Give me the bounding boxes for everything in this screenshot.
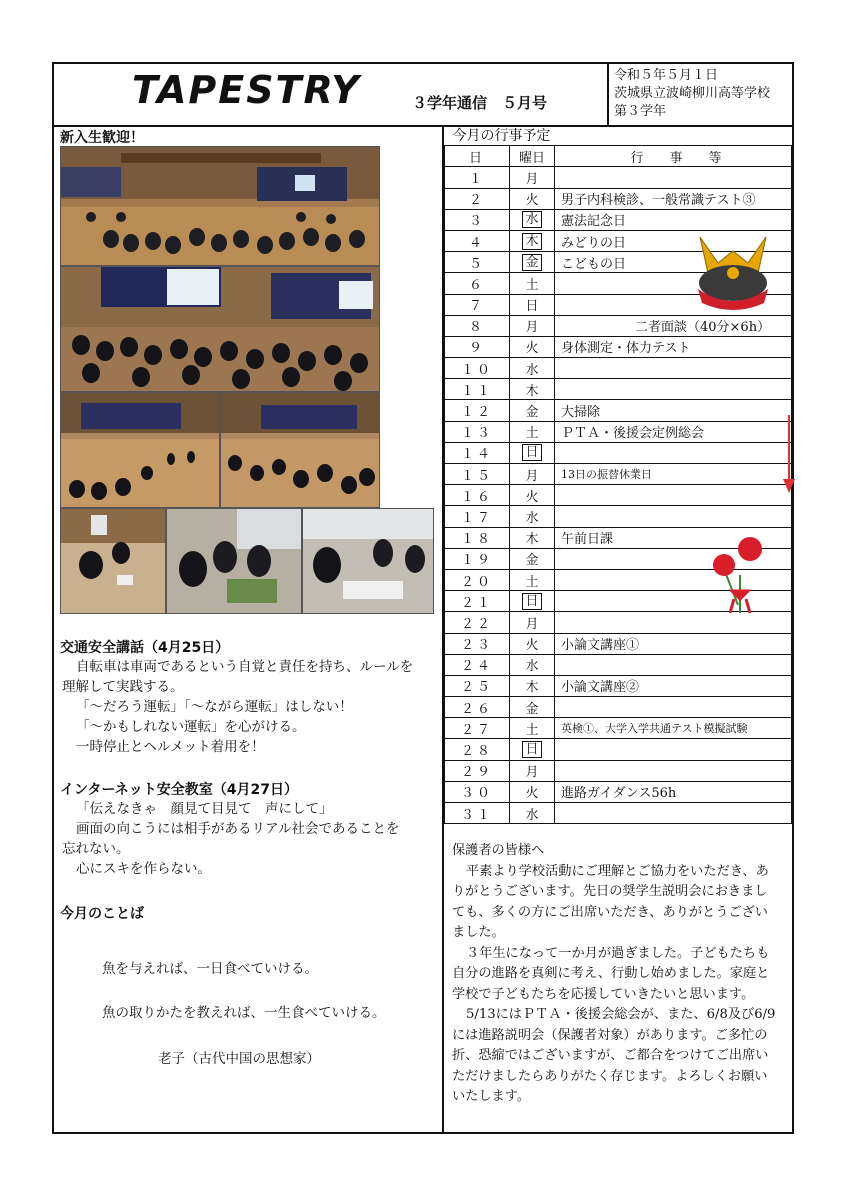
calendar-weekday-cell — [510, 421, 555, 442]
calendar-weekday-cell — [510, 273, 555, 294]
calendar-weekday: 月 — [525, 171, 539, 187]
words-line-1: 魚を与えれば、一日食べていける。 — [102, 961, 318, 977]
calendar-weekday: 月 — [525, 468, 539, 484]
internet-line-4: 心にスキを作らない。 — [76, 861, 211, 877]
school-name: 茨城県立波崎柳川高等学校 — [614, 86, 771, 101]
calendar-event: 男子内科検診、一般常識テスト③ — [555, 188, 792, 209]
calendar-row — [445, 209, 792, 230]
calendar-weekday: 水 — [525, 807, 539, 823]
calendar-weekday-cell — [510, 485, 555, 506]
calendar-title: 今月の行事予定 — [445, 125, 792, 146]
calendar-weekday-cell — [510, 209, 555, 230]
calendar-weekday-cell — [510, 548, 555, 569]
gym-photo-1 — [60, 146, 380, 266]
calendar-weekday-cell — [510, 294, 555, 315]
traffic-title: 交通安全講話（4月25日） — [60, 640, 230, 656]
calendar-weekday: 日 — [522, 741, 541, 758]
notice-line-2: りがとうございます。先日の奨学生説明会におきまし — [452, 884, 768, 899]
arrow-down-icon — [782, 415, 796, 495]
calendar-weekday: 日 — [522, 444, 541, 461]
calendar-event: ＰＴＡ・後援会定例総会 — [555, 421, 792, 442]
photo-collage — [60, 146, 380, 632]
calendar-day: ２０ — [445, 569, 510, 590]
notice-line-11: ただけましたらありがたく存じます。よろしくお願い — [452, 1068, 768, 1084]
words-line-2: 魚の取りかたを教えれば、一生食べていける。 — [102, 1005, 386, 1021]
kabuto-helmet-icon — [688, 233, 778, 313]
internet-title: インターネット安全教室（4月27日） — [60, 782, 298, 798]
calendar-day: １３ — [445, 421, 510, 442]
notice-line-12: いたします。 — [452, 1089, 531, 1104]
calendar-weekday: 土 — [525, 426, 539, 442]
calendar-weekday: 土 — [525, 722, 539, 738]
calendar-event — [555, 167, 792, 188]
col-header-weekday: 曜日 — [510, 146, 555, 167]
calendar-event — [555, 442, 792, 463]
calendar-event — [555, 485, 792, 506]
calendar-weekday: 火 — [525, 786, 539, 802]
calendar-row — [445, 167, 792, 188]
calendar-weekday-cell — [510, 739, 555, 760]
calendar-event: こどもの日 — [555, 252, 792, 273]
calendar-weekday: 日 — [525, 299, 539, 315]
calendar-weekday-cell — [510, 188, 555, 209]
calendar-event: 13日の振替休業日 — [555, 464, 792, 485]
calendar-event: 小論文講座① — [555, 633, 792, 654]
newsletter-title: TAPESTRY — [132, 68, 361, 112]
calendar-weekday: 日 — [522, 593, 541, 610]
calendar-day: １４ — [445, 442, 510, 463]
calendar-weekday: 木 — [525, 680, 539, 696]
traffic-body — [62, 657, 440, 757]
classroom-photo-1 — [60, 508, 166, 614]
calendar-day: ２８ — [445, 739, 510, 760]
calendar-row — [445, 506, 792, 527]
calendar-row — [445, 379, 792, 400]
traffic-line-3: 「～だろう運転」「～ながら運転」はしない！ — [76, 699, 353, 715]
calendar-event: 憲法記念日 — [555, 209, 792, 230]
calendar-day: １２ — [445, 400, 510, 421]
calendar-weekday-cell — [510, 315, 555, 336]
calendar-row — [445, 718, 792, 739]
traffic-line-2: 理解して実践する。 — [62, 679, 184, 695]
calendar-day: ４ — [445, 230, 510, 251]
calendar-weekday: 金 — [522, 254, 541, 271]
event-calendar — [444, 125, 792, 824]
calendar-event: みどりの日 — [555, 230, 792, 251]
calendar-row — [445, 633, 792, 654]
calendar-day: ５ — [445, 252, 510, 273]
parent-notice — [452, 841, 786, 1108]
calendar-day: ２３ — [445, 633, 510, 654]
calendar-weekday-cell — [510, 400, 555, 421]
calendar-row — [445, 336, 792, 357]
calendar-day: ２１ — [445, 591, 510, 612]
header — [54, 64, 792, 127]
calendar-day: １６ — [445, 485, 510, 506]
notice-line-1: 平素より学校活動にご理解とご協力をいただき、あ — [466, 863, 769, 879]
calendar-row — [445, 803, 792, 824]
calendar-day: １ — [445, 167, 510, 188]
calendar-day: １９ — [445, 548, 510, 569]
calendar-row — [445, 485, 792, 506]
calendar-event: 英検①、大学入学共通テスト模擬試験 — [555, 718, 792, 739]
issue-subtitle: ３学年通信 ５月号 — [412, 94, 548, 112]
calendar-weekday-cell — [510, 506, 555, 527]
calendar-event — [555, 697, 792, 718]
calendar-weekday-cell — [510, 358, 555, 379]
calendar-weekday: 火 — [525, 341, 539, 357]
traffic-line-1: 自転車は車両であるという自覚と責任を持ち、ルールを — [76, 659, 414, 675]
calendar-weekday-cell — [510, 167, 555, 188]
calendar-day: ７ — [445, 294, 510, 315]
calendar-weekday-cell — [510, 336, 555, 357]
calendar-weekday: 土 — [525, 574, 539, 590]
calendar-event: 大掃除 — [555, 400, 792, 421]
calendar-event — [555, 739, 792, 760]
calendar-day: ２９ — [445, 760, 510, 781]
calendar-weekday: 月 — [525, 320, 539, 336]
calendar-weekday-cell — [510, 654, 555, 675]
col-header-day: 日 — [445, 146, 510, 167]
calendar-day: ８ — [445, 315, 510, 336]
newsletter-frame — [52, 62, 794, 1134]
notice-line-8: 5/13にはＰＴＡ・後援会総会が、また、6/8及び6/9 — [466, 1007, 776, 1022]
calendar-weekday: 水 — [525, 659, 539, 675]
col-header-event: 行 事 等 — [555, 146, 792, 167]
calendar-row — [445, 697, 792, 718]
notice-line-3: ても、多くの方にご出席いただき、ありがとうござい — [452, 904, 768, 920]
calendar-day: ２ — [445, 188, 510, 209]
calendar-day: ２４ — [445, 654, 510, 675]
calendar-weekday-cell — [510, 569, 555, 590]
date-line: 令和５年５月１日 — [614, 68, 719, 83]
calendar-weekday-cell — [510, 230, 555, 251]
calendar-row — [445, 464, 792, 485]
calendar-event — [555, 654, 792, 675]
calendar-row — [445, 421, 792, 442]
calendar-weekday: 火 — [525, 638, 539, 654]
notice-line-6: 自分の進路を真剣に考え、行動し始めました。家庭と — [452, 966, 770, 981]
calendar-weekday: 月 — [525, 765, 539, 781]
calendar-day: １７ — [445, 506, 510, 527]
calendar-event — [555, 803, 792, 824]
notice-line-4: ました。 — [452, 925, 505, 940]
calendar-day: ２７ — [445, 718, 510, 739]
gym-photo-3 — [60, 392, 220, 508]
calendar-weekday-cell — [510, 464, 555, 485]
notice-title: 保護者の皆様へ — [452, 843, 545, 858]
calendar-weekday-cell — [510, 803, 555, 824]
header-divider — [607, 64, 609, 125]
calendar-event: 午前日課 — [555, 527, 792, 548]
calendar-weekday-cell — [510, 781, 555, 802]
calendar-weekday: 金 — [525, 405, 539, 421]
calendar-day: ２２ — [445, 612, 510, 633]
traffic-line-4: 「～かもしれない運転」を心がける。 — [76, 719, 306, 735]
calendar-day: １８ — [445, 527, 510, 548]
calendar-weekday-cell — [510, 633, 555, 654]
calendar-row — [445, 400, 792, 421]
calendar-weekday: 水 — [522, 211, 541, 228]
calendar-weekday: 金 — [525, 701, 539, 717]
calendar-weekday-cell — [510, 591, 555, 612]
calendar-day: ３０ — [445, 781, 510, 802]
words-author: 老子（古代中国の思想家） — [158, 1051, 320, 1067]
calendar-row — [445, 188, 792, 209]
gym-photo-4 — [220, 392, 380, 508]
classroom-photo-2 — [166, 508, 302, 614]
calendar-day: ３ — [445, 209, 510, 230]
calendar-event: 小論文講座② — [555, 675, 792, 696]
calendar-day: １５ — [445, 464, 510, 485]
calendar-day: ２５ — [445, 675, 510, 696]
calendar-event: 二者面談（40分×6h） — [555, 315, 792, 336]
carnation-icon — [710, 535, 770, 615]
calendar-row — [445, 739, 792, 760]
calendar-weekday-cell — [510, 442, 555, 463]
calendar-weekday-cell — [510, 612, 555, 633]
calendar-weekday: 月 — [525, 616, 539, 632]
calendar-day: １０ — [445, 358, 510, 379]
calendar-weekday: 木 — [522, 233, 541, 250]
calendar-event: 身体測定・体力テスト — [555, 336, 792, 357]
calendar-weekday-cell — [510, 697, 555, 718]
calendar-weekday: 火 — [525, 489, 539, 505]
calendar-weekday: 金 — [525, 553, 539, 569]
calendar-weekday-cell — [510, 760, 555, 781]
calendar-day: ６ — [445, 273, 510, 294]
calendar-weekday-cell — [510, 675, 555, 696]
calendar-day: １１ — [445, 379, 510, 400]
calendar-row — [445, 760, 792, 781]
calendar-event — [555, 760, 792, 781]
calendar-row — [445, 442, 792, 463]
calendar-event — [555, 379, 792, 400]
internet-line-1: 「伝えなきゃ 顔見て目見て 声にして」 — [76, 801, 333, 817]
traffic-line-5: 一時停止とヘルメット着用を！ — [76, 739, 265, 755]
classroom-photo-3 — [302, 508, 434, 614]
calendar-row — [445, 358, 792, 379]
calendar-row — [445, 675, 792, 696]
grade-line: 第３学年 — [614, 104, 667, 119]
school-info — [614, 67, 770, 121]
internet-body — [62, 799, 440, 879]
calendar-event: 進路ガイダンス56h — [555, 781, 792, 802]
internet-line-2: 画面の向こうには相手があるリアル社会であることを — [76, 821, 400, 837]
gym-photo-2 — [60, 266, 380, 392]
notice-line-9: には進路説明会（保護者対象）があります。ご多忙の — [452, 1027, 768, 1043]
welcome-title: 新入生歓迎！ — [60, 130, 144, 146]
calendar-event — [555, 358, 792, 379]
calendar-weekday: 木 — [525, 383, 539, 399]
notice-line-5: ３年生になって一か月が過ぎました。子どもたちも — [466, 945, 770, 961]
calendar-weekday-cell — [510, 718, 555, 739]
calendar-row — [445, 315, 792, 336]
calendar-row — [445, 654, 792, 675]
notice-line-10: 折、恐縮ではございますが、ご都合をつけてご出席い — [452, 1048, 769, 1063]
calendar-weekday-cell — [510, 379, 555, 400]
calendar-weekday-cell — [510, 252, 555, 273]
notice-line-7: 学校で子どもたちを応援していきたいと思います。 — [452, 986, 755, 1002]
calendar-day: ２６ — [445, 697, 510, 718]
calendar-weekday: 木 — [525, 532, 539, 548]
calendar-row — [445, 781, 792, 802]
calendar-event — [555, 506, 792, 527]
words-title: 今月のことば — [60, 906, 144, 922]
calendar-day: ９ — [445, 336, 510, 357]
calendar-weekday-cell — [510, 527, 555, 548]
calendar-day: ３１ — [445, 803, 510, 824]
calendar-weekday: 水 — [525, 510, 539, 526]
calendar-weekday: 火 — [525, 193, 539, 209]
calendar-weekday: 土 — [525, 277, 539, 293]
internet-line-3: 忘れない。 — [62, 841, 130, 857]
calendar-weekday: 水 — [525, 362, 539, 378]
